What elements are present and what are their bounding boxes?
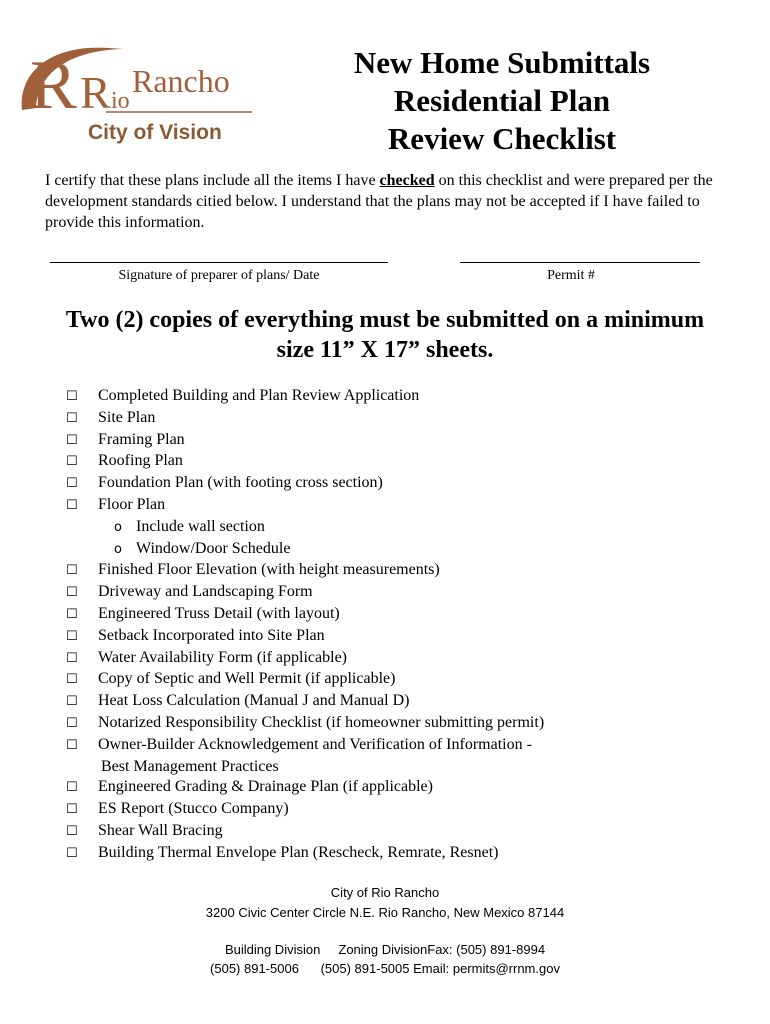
checklist-subitem-label: Include wall section (136, 517, 265, 535)
checklist-item-label: Framing Plan (98, 430, 185, 448)
submittal-checklist (66, 386, 544, 865)
checkbox[interactable]: ☐ (66, 563, 78, 579)
page-title (322, 44, 682, 158)
checklist-item (66, 430, 544, 452)
logo-io: io (111, 88, 130, 114)
checklist-subitem (66, 517, 544, 539)
checklist-item-label: Engineered Truss Detail (with layout) (98, 604, 340, 622)
checkbox[interactable]: ☐ (66, 715, 78, 731)
checklist-item (66, 843, 544, 865)
footer-contacts: (505) 891-5006 (505) 891-5005 Email: permits@rrnm.gov (210, 961, 560, 976)
checklist-item-label: Shear Wall Bracing (98, 821, 223, 839)
checklist-item-label: Roofing Plan (98, 452, 183, 470)
checkbox[interactable]: ☐ (66, 780, 78, 796)
checklist-continuation-label: Best Management Practices (101, 757, 279, 775)
checkbox[interactable]: ☐ (66, 410, 78, 426)
checklist-item-label: Copy of Septic and Well Permit (if applicable) (98, 670, 396, 688)
checklist-item-continuation (66, 757, 544, 778)
sub-bullet-icon: o (114, 541, 122, 557)
checklist-item-label: Engineered Grading & Drainage Plan (if applicable) (98, 778, 433, 796)
certification-statement (45, 170, 725, 233)
title-line-1: New Home Submittals (353, 45, 651, 80)
checkbox[interactable]: ☐ (66, 845, 78, 861)
rio-rancho-logo (14, 40, 264, 150)
checkbox[interactable]: ☐ (66, 823, 78, 839)
checklist-item-label: Owner-Builder Acknowledgement and Verification of Information - (98, 735, 532, 753)
preparer-signature-label: Signature of preparer of plans/ Date (118, 268, 320, 283)
checklist-item (66, 735, 544, 757)
checklist-item-label: ES Report (Stucco Company) (98, 800, 289, 818)
checkbox[interactable]: ☐ (66, 628, 78, 644)
checklist-item (66, 560, 544, 582)
copies-notice-line-1: Two (2) copies of everything must be submitted on a minimum (65, 307, 705, 333)
checkbox[interactable]: ☐ (66, 497, 78, 513)
copies-notice (30, 305, 740, 365)
checklist-item (66, 691, 544, 713)
checklist-item (66, 626, 544, 648)
checklist-item (66, 821, 544, 843)
checkbox[interactable]: ☐ (66, 389, 78, 404)
checkbox[interactable]: ☐ (66, 454, 78, 470)
footer-divisions: Building Division Zoning DivisionFax: (505) 891-8994 (224, 942, 546, 957)
checkbox[interactable]: ☐ (66, 672, 78, 688)
checklist-item (66, 386, 544, 408)
logo-rancho: Rancho (132, 63, 230, 99)
logo-letter-r: R (30, 47, 77, 124)
footer-address: 3200 Civic Center Circle N.E. Rio Rancho, New Mexico 87144 (205, 905, 565, 920)
checklist-item (66, 408, 544, 430)
checkbox[interactable]: ☐ (66, 650, 78, 666)
checkbox[interactable]: ☐ (66, 737, 78, 753)
permit-number-line[interactable] (460, 262, 700, 263)
checkbox[interactable]: ☐ (66, 694, 78, 710)
permit-number-label: Permit # (547, 268, 595, 283)
checklist-item-label: Notarized Responsibility Checklist (if homeowner submitting permit) (98, 713, 545, 731)
checklist-item-label: Driveway and Landscaping Form (98, 583, 313, 601)
checkbox[interactable]: ☐ (66, 585, 78, 601)
checklist-item (66, 495, 544, 517)
logo-tagline: City of Vision (88, 121, 222, 144)
checklist-item-label: Building Thermal Envelope Plan (Rescheck, Remrate, Resnet) (98, 843, 499, 861)
checklist-item (66, 648, 544, 670)
checklist-item-label: Site Plan (98, 408, 156, 426)
checklist-item-label: Foundation Plan (with footing cross section) (98, 474, 383, 492)
checklist-item-label: Finished Floor Elevation (with height measurements) (98, 561, 440, 579)
sub-bullet-icon: o (114, 519, 122, 535)
preparer-signature-line[interactable] (50, 262, 388, 263)
footer-org: City of Rio Rancho (330, 885, 440, 900)
copies-notice-line-2: size 11” X 17” sheets. (276, 337, 494, 363)
checklist-item-label: Water Availability Form (if applicable) (98, 648, 347, 666)
title-line-3: Review Checklist (387, 121, 617, 156)
checklist-item-label: Completed Building and Plan Review Application (98, 387, 420, 404)
checklist-subitem (66, 539, 544, 561)
checklist-item (66, 473, 544, 495)
checkbox[interactable]: ☐ (66, 606, 78, 622)
title-line-2: Residential Plan (393, 83, 611, 118)
checklist-item-label: Floor Plan (98, 495, 166, 513)
logo-letter-r-small: R (80, 67, 111, 118)
checklist-item (66, 451, 544, 473)
certify-text-before: I certify that these plans include all the items I have (45, 172, 380, 189)
checklist-item (66, 582, 544, 604)
checklist-item (66, 799, 544, 821)
checklist-item (66, 604, 544, 626)
checklist-item-label: Setback Incorporated into Site Plan (98, 626, 325, 644)
certify-emphasis: checked (379, 172, 435, 189)
checklist-item (66, 713, 544, 735)
checklist-item (66, 669, 544, 691)
certify-text-after: on this checklist and were prepared per the development standards citied below. I understand that the plans may not be accepted if I have failed to provide this information. (45, 172, 713, 231)
checkbox[interactable]: ☐ (66, 802, 78, 818)
checklist-subitem-label: Window/Door Schedule (136, 539, 291, 557)
checkbox[interactable]: ☐ (66, 476, 78, 492)
checklist-item-label: Heat Loss Calculation (Manual J and Manual D) (98, 692, 410, 710)
checkbox[interactable]: ☐ (66, 432, 78, 448)
checklist-item (66, 777, 544, 799)
